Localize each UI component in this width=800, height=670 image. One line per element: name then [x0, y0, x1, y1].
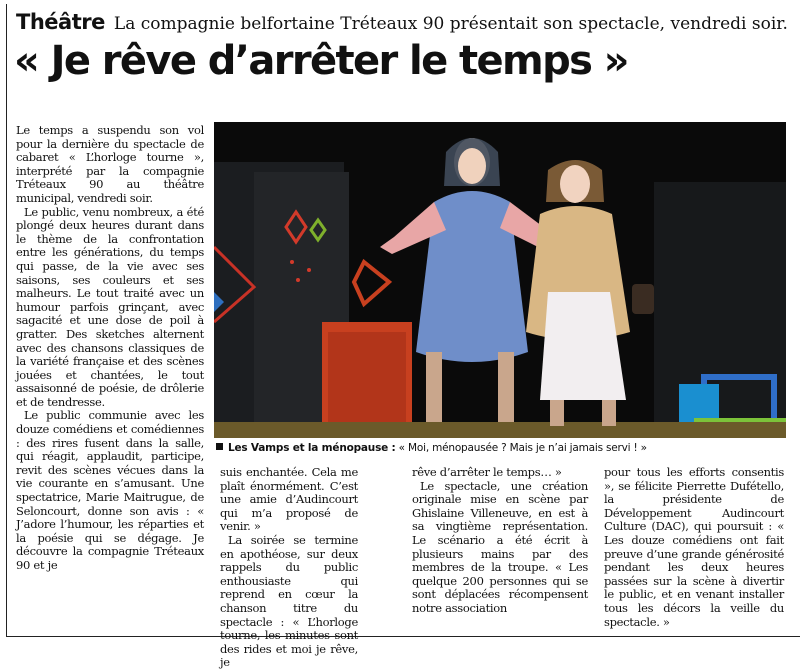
photo-caption	[216, 442, 786, 454]
kicker-line	[16, 10, 796, 34]
paragraph: suis enchantée. Cela me plaît énormément. C’est une amie d’Audincourt qui m’a proposé de venir. »	[220, 465, 358, 534]
paragraph: Le public, venu nombreux, a été plongé deux heures durant dans le thème de la confrontation entre les générations, du temps qui passe, de la vie avec ses saisons, ses couleurs et ses malheurs. Le tout traité avec un humour parfois grinçant, avec sagacité et une dose de poil à gratter. Des sketches alternent avec des chansons classiques de la variété française et des scènes jouées et chantées, le tout assaisonné de poésie, de drôlerie et de tendresse.	[16, 204, 204, 409]
caption-bullet-icon	[216, 443, 223, 450]
caption-text: « Moi, ménopausée ? Mais je n’ai jamais servi ! »	[398, 442, 647, 454]
paragraph: Le temps a suspendu son vol pour la dernière du spectacle de cabaret « L’horloge tourne », interprété par la compagnie Tréteaux 90 au théâtre municipal, vendredi soir.	[16, 123, 204, 205]
caption-title: Les Vamps et la ménopause :	[228, 442, 396, 454]
article-column-2	[220, 466, 358, 670]
paragraph: La soirée se termine en apothéose, sur deux rappels du public enthousiaste qui reprend en cœur la chanson titre du spectacle : « L’horloge tourne, les minutes sont des rides et moi je rêve, je	[220, 532, 358, 670]
kicker-subtitle: La compagnie belfortaine Tréteaux 90 présentait son spectacle, vendredi soir.	[113, 14, 788, 34]
paragraph: rêve d’arrêter le temps… »	[412, 465, 562, 479]
stage-photo-illustration	[214, 122, 786, 438]
paragraph: Le public communie avec les douze comédiens et comédiennes : des rires fusent dans la salle, qui réagit, applaudit, participe, revit des scènes vécues dans la vie courante en s’amusant. Une spectatrice, Marie Maitrugue, de Seloncourt, donne son avis : « J’adore l’humour, les réparties et la poésie qui se dégage. Je découvre la compagnie Tréteaux 90 et je	[16, 408, 204, 572]
article-column-3	[412, 466, 588, 616]
paragraph: Le spectacle, une création originale mise en scène par Ghislaine Villeneuve, en est à sa vingtième représentation. Le scénario a été écrit à plusieurs mains par des membres de la troupe. « Les quelque 200 personnes qui se sont déplacées récompensent notre association	[412, 478, 588, 615]
page-border-left	[6, 4, 7, 637]
paragraph: pour tous les efforts consentis », se félicite Pierrette Dufétello, la présidente de Développement Audincourt Culture (DAC), qui poursuit : « Les douze comédiens ont fait preuve d’une grande générosité pendant les deux heures passées sur la scène à divertir le public, et en venant installer tous les décors la veille du spectacle. »	[604, 465, 784, 629]
section-kicker: Théâtre	[16, 10, 105, 34]
article-headline: « Je rêve d’arrêter le temps »	[14, 38, 628, 84]
page-border-bottom	[6, 636, 800, 637]
article-column-1	[16, 124, 204, 573]
stage-photo	[214, 122, 786, 438]
article-column-4	[604, 466, 784, 629]
